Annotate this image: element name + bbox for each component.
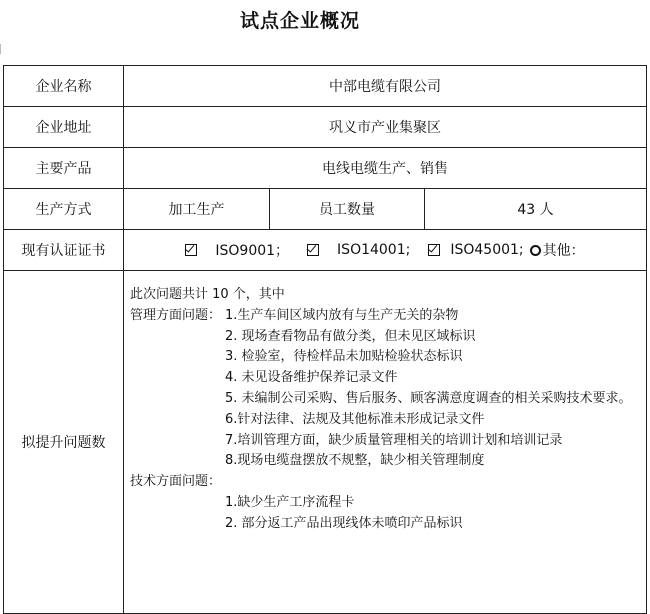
certificate-list: [124, 240, 646, 260]
production-label: 生产方式: [4, 189, 124, 230]
company-name-value: 中部电缆有限公司: [124, 66, 647, 107]
checked-box-icon[interactable]: [185, 244, 197, 256]
company-name-label: 企业名称: [4, 66, 124, 107]
checked-box-icon[interactable]: [428, 244, 440, 256]
certificates-value: [124, 230, 647, 271]
certificate-other: 其他：: [542, 243, 585, 259]
row-main-products: [4, 148, 647, 189]
management-issue-8: [130, 451, 640, 472]
company-address-label: 企业地址: [4, 107, 124, 148]
issue-text: 2. 部分返工产品出现线体未喷印产品标识: [225, 515, 463, 531]
certificate-iso14001: ISO14001;: [337, 242, 411, 258]
issue-text: 5. 未编制公司采购、售后服务、顾客满意度调查的相关采购技术要求。: [225, 390, 632, 406]
certificates-label: 现有认证证书: [4, 230, 124, 271]
issues-label: 拟提升问题数: [4, 271, 124, 614]
issues-summary: 此次问题共计 10 个，其中: [130, 287, 285, 302]
certificate-iso9001: ISO9001；: [215, 243, 290, 259]
row-company-address: [4, 107, 647, 148]
corner-mark: [0, 44, 3, 54]
issue-text: 1.缺少生产工序流程卡: [225, 494, 355, 510]
row-certificates: [4, 230, 647, 271]
page-title: 试点企业概况: [239, 10, 360, 32]
issues-detail: [124, 271, 647, 614]
issue-text: 2. 现场查看物品有做分类，但未见区域标识: [225, 328, 476, 344]
management-issue-6: [130, 410, 640, 431]
management-issue-3: [130, 347, 640, 368]
main-products-label: 主要产品: [4, 148, 124, 189]
main-products-value: 电线电缆生产、销售: [124, 148, 647, 189]
staff-count-value: 43 人: [425, 189, 647, 230]
issue-text: 7.培训管理方面，缺少质量管理相关的培训计划和培训记录: [225, 432, 563, 448]
company-address-value: 巩义市产业集聚区: [124, 107, 647, 148]
production-mode-value: 加工生产: [124, 189, 270, 230]
issue-text: 8.现场电缆盘摆放不规整，缺少相关管理制度: [225, 453, 485, 469]
certificate-iso45001: ISO45001;: [450, 242, 524, 258]
management-issues-label: 管理方面问题：: [130, 307, 222, 323]
management-issue-7: [130, 431, 640, 452]
company-overview-table: [3, 65, 647, 614]
issue-text: 4. 未见设备维护保养记录文件: [225, 370, 398, 386]
issue-text: 3. 检验室，待检样品未加贴检验状态标识: [225, 349, 463, 365]
technical-issue-2: [130, 514, 640, 535]
management-issue-4: [130, 368, 640, 389]
issue-text: 1.生产车间区域内放有与生产无关的杂物: [225, 307, 459, 323]
row-production: [4, 189, 647, 230]
checked-box-icon[interactable]: [307, 244, 319, 256]
row-company-name: [4, 66, 647, 107]
management-issue-1: [130, 306, 640, 327]
management-issue-2: [130, 327, 640, 348]
technical-issues-label: 技术方面问题：: [130, 474, 222, 490]
issue-text: 6.针对法律、法规及其他标准未形成记录文件: [225, 411, 485, 427]
ring-icon[interactable]: [530, 245, 541, 256]
management-issue-5: [130, 389, 640, 410]
technical-issue-1: [130, 493, 640, 514]
row-issues: [4, 271, 647, 614]
staff-count-label: 员工数量: [270, 189, 425, 230]
